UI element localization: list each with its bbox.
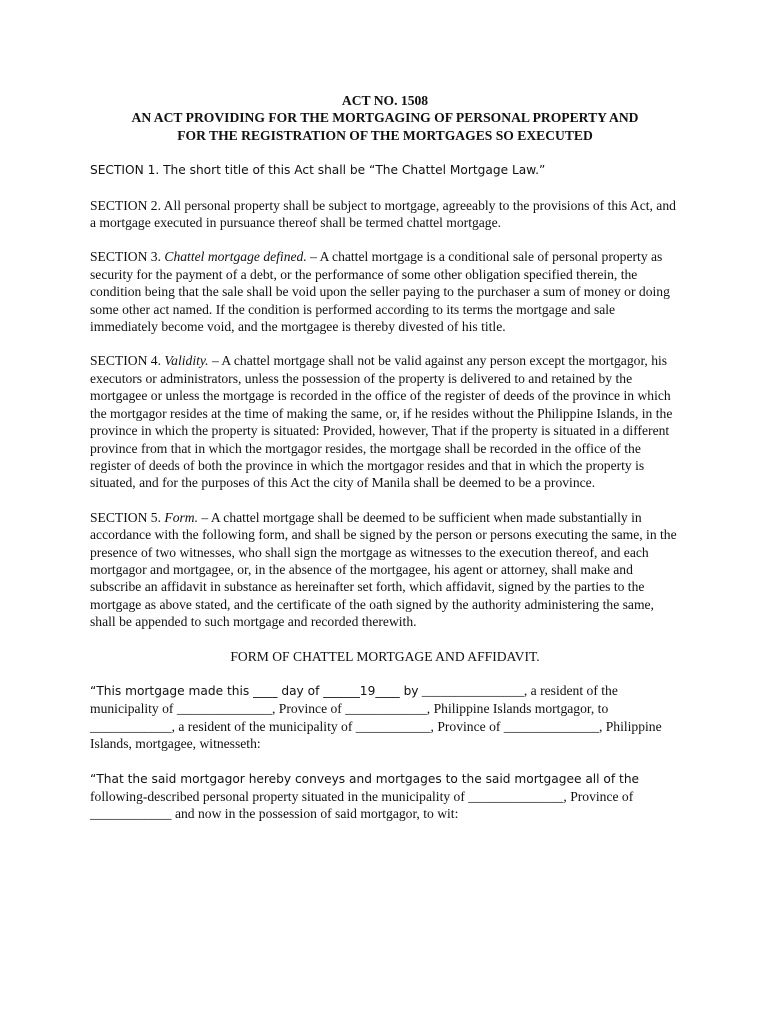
section-3-text: – A chattel mortgage is a conditional sale of personal property as security for the payment of a debt, or the performance of some other obligation specified therein, the condition being that the sale shall be void upon the seller paying to the purchaser a sum of money or doing some other act named. If the condition is performed according to its terms the mortgage and sale immediately become void, and the mortgagee is thereby divested of his title. xyxy=(90,249,670,335)
act-title-line-2: FOR THE REGISTRATION OF THE MORTGAGES SO EXECUTED xyxy=(177,127,593,143)
form-title: FORM OF CHATTEL MORTGAGE AND AFFIDAVIT. xyxy=(230,648,540,664)
form-paragraph-1 xyxy=(90,682,680,753)
section-5-heading: Form. xyxy=(164,509,198,525)
section-3-heading: Chattel mortgage defined. xyxy=(164,249,307,265)
section-4 xyxy=(90,352,680,491)
section-5-text: – A chattel mortgage shall be deemed to be sufficient when made substantially in accordance with the following form, and shall be signed by the person or persons executing the same, in the presence of two witnesses, who shall sign the mortgage as witnesses to the execution thereof, and each mortgagor and mortgagee, or, in the absence of the mortgagee, his agent or attorney, shall make and subscribe an affidavit in substance as hereinafter set forth, which affidavit, signed by the parties to the mortgage as above stated, and the certificate of the oath signed by the authority administering the same, shall be appended to such mortgage and recorded therewith. xyxy=(90,509,677,630)
act-number: ACT NO. 1508 xyxy=(341,93,429,108)
document-page xyxy=(90,92,680,823)
form-paragraph-2-start: “That the said mortgagor hereby conveys and mortgages to the said mortgagee all of the xyxy=(90,771,640,786)
section-1: SECTION 1. The short title of this Act shall be “The Chattel Mortgage Law.” xyxy=(90,163,546,178)
section-3-prefix: SECTION 3. xyxy=(90,249,165,265)
form-paragraph-2-rest: following-described personal property situated in the municipality of ______________, Province of ____________ and now in the possession of said mortgagor, to wit: xyxy=(90,789,634,822)
section-2: SECTION 2. All personal property shall be subject to mortgage, agreeably to the provisions of this Act, and a mortgage executed in pursuance thereof shall be termed chattel mortgage. xyxy=(90,197,676,231)
section-4-heading: Validity. xyxy=(164,353,209,369)
form-paragraph-1-rest: _______________, a resident of the municipality of ______________, Province of ____________, Philippine Islands mortgagor, to ____________, a resident of the municipality of ___________, Province of ______________, Philippine Islands, mortgagee, witnesseth: xyxy=(90,682,662,752)
section-3 xyxy=(90,248,680,335)
form-paragraph-2 xyxy=(90,770,680,823)
form-paragraph-1-start: “This mortgage made this ____ day of ______19____ by xyxy=(90,683,419,698)
section-5-prefix: SECTION 5. xyxy=(90,509,165,525)
act-title-line-1: AN ACT PROVIDING FOR THE MORTGAGING OF PERSONAL PROPERTY AND xyxy=(131,110,639,126)
section-4-prefix: SECTION 4. xyxy=(90,353,165,369)
section-4-text: – A chattel mortgage shall not be valid against any person except the mortgagor, his executors or administrators, unless the possession of the property is delivered to and retained by the mortgagee or unless the mortgage is recorded in the office of the register of deeds of the province in which the mortgagor resides at the time of making the same, or, if he resides without the Philippine Islands, in the province in which the property is situated: Provided, however, That if the property is situated in a different province from that in which the mortgagor resides, the mortgage shall be recorded in the office of the register of deeds of both the province in which the mortgagor resides and that in which the property is situated, and for the purposes of this Act the city of Manila shall be deemed to be a province. xyxy=(90,353,673,491)
section-5 xyxy=(90,509,680,631)
